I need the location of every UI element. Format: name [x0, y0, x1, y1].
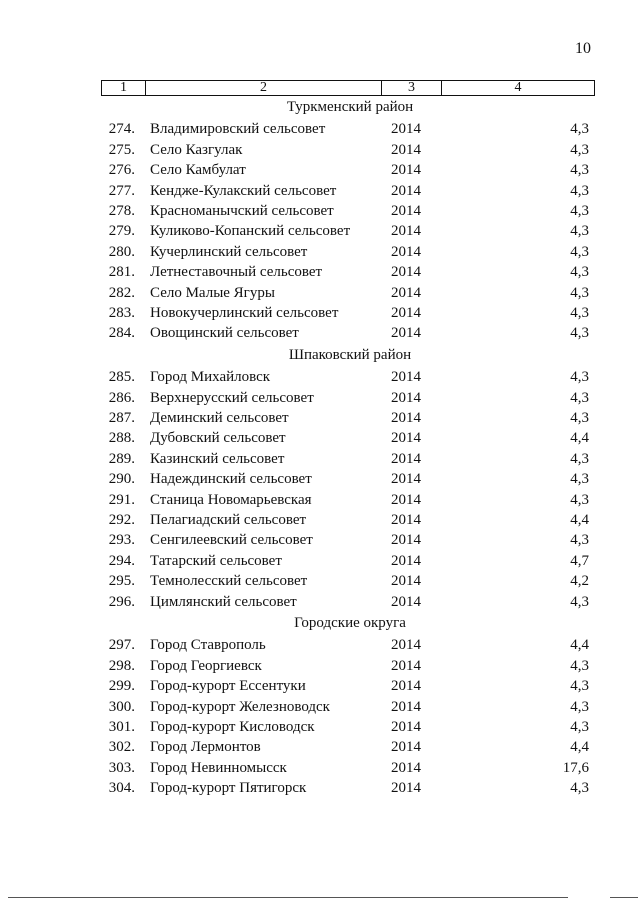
row-year: 2014	[391, 657, 421, 674]
row-year: 2014	[391, 698, 421, 715]
row-number: 290.	[108, 471, 135, 488]
table-row	[0, 469, 640, 489]
table-row	[0, 408, 640, 428]
table-row	[0, 717, 640, 737]
row-year: 2014	[391, 759, 421, 776]
row-value: 4,3	[570, 678, 589, 695]
row-name: Темнолесский сельсовет	[150, 573, 308, 590]
row-number: 298.	[108, 657, 135, 674]
row-number: 285.	[108, 369, 135, 386]
table-row	[0, 388, 640, 408]
header-col-3: 3	[381, 81, 441, 95]
row-value: 4,3	[570, 203, 589, 219]
section-title: Шпаковский район	[288, 346, 412, 363]
row-year: 2014	[391, 389, 421, 406]
row-name: Село Малые Ягуры	[150, 284, 275, 301]
row-value: 4,2	[570, 573, 589, 590]
row-year: 2014	[391, 532, 421, 549]
row-year: 2014	[391, 739, 421, 756]
row-name: Татарский сельсовет	[150, 552, 282, 569]
row-number: 283.	[108, 305, 135, 321]
table-row	[0, 530, 640, 550]
row-number: 276.	[108, 162, 135, 179]
row-value: 4,3	[570, 284, 589, 301]
row-value: 17,6	[562, 759, 589, 776]
row-value: 4,3	[570, 657, 589, 674]
table-row	[0, 283, 640, 303]
row-number: 294.	[108, 552, 135, 569]
row-number: 289.	[108, 450, 135, 467]
row-name: Деминский сельсовет	[150, 410, 289, 426]
row-year: 2014	[391, 430, 421, 447]
page-number: 10	[575, 40, 591, 57]
row-name: Дубовский сельсовет	[150, 430, 286, 447]
row-year: 2014	[391, 325, 421, 342]
footer-rule-right	[610, 897, 638, 898]
row-number: 282.	[108, 284, 135, 301]
row-number: 281.	[108, 264, 135, 281]
table-header	[101, 80, 595, 96]
table-row	[0, 635, 640, 655]
row-number: 278.	[108, 203, 135, 219]
row-name: Город Невинномысск	[150, 759, 287, 776]
row-name: Город-курорт Пятигорск	[150, 780, 307, 797]
row-value: 4,3	[570, 532, 589, 549]
row-value: 4,3	[570, 369, 589, 386]
row-number: 287.	[108, 410, 135, 426]
row-value: 4,4	[570, 637, 589, 654]
row-year: 2014	[391, 593, 421, 610]
row-year: 2014	[391, 162, 421, 179]
row-year: 2014	[391, 512, 421, 528]
row-name: Кендже-Кулакский сельсовет	[150, 182, 337, 199]
table-row	[0, 140, 640, 160]
row-name: Сенгилеевский сельсовет	[150, 532, 313, 549]
table-row	[0, 303, 640, 323]
row-year: 2014	[391, 182, 421, 199]
row-value: 4,3	[570, 780, 589, 797]
row-value: 4,3	[570, 141, 589, 158]
table-row	[0, 778, 640, 798]
table-row	[0, 592, 640, 612]
row-number: 304.	[108, 780, 135, 797]
table-row	[0, 737, 640, 757]
row-name: Город Ставрополь	[150, 637, 266, 654]
row-year: 2014	[391, 552, 421, 569]
row-year: 2014	[391, 471, 421, 488]
row-value: 4,4	[570, 512, 589, 528]
table-row	[0, 697, 640, 717]
row-number: 274.	[108, 121, 135, 138]
row-number: 280.	[108, 243, 135, 260]
row-name: Цимлянский сельсовет	[150, 593, 297, 610]
table-row	[0, 221, 640, 241]
row-number: 295.	[108, 573, 135, 590]
row-value: 4,3	[570, 162, 589, 179]
row-year: 2014	[391, 573, 421, 590]
row-value: 4,3	[570, 264, 589, 281]
row-name: Город-курорт Ессентуки	[150, 678, 306, 695]
row-value: 4,3	[570, 471, 589, 488]
table-row	[0, 323, 640, 343]
section-title: Туркменский район	[286, 99, 414, 115]
row-name: Город-курорт Железноводск	[150, 698, 330, 715]
table-row	[0, 262, 640, 282]
table-row	[0, 367, 640, 387]
row-value: 4,3	[570, 325, 589, 342]
row-year: 2014	[391, 369, 421, 386]
row-year: 2014	[391, 305, 421, 321]
row-year: 2014	[391, 243, 421, 260]
table-row	[0, 160, 640, 180]
table-row	[0, 510, 640, 530]
row-year: 2014	[391, 637, 421, 654]
row-value: 4,3	[570, 719, 589, 735]
row-value: 4,3	[570, 410, 589, 426]
row-name: Овощинский сельсовет	[150, 325, 299, 342]
row-number: 284.	[108, 325, 135, 342]
row-number: 297.	[108, 637, 135, 654]
section-title: Городские округа	[294, 615, 406, 631]
table-row	[0, 490, 640, 510]
row-number: 277.	[108, 182, 135, 199]
row-year: 2014	[391, 719, 421, 735]
row-year: 2014	[391, 141, 421, 158]
row-number: 303.	[108, 759, 135, 776]
row-value: 4,3	[570, 389, 589, 406]
row-number: 292.	[108, 512, 135, 528]
row-number: 301.	[108, 719, 135, 735]
row-name: Город Михайловск	[150, 369, 271, 386]
row-number: 286.	[108, 389, 135, 406]
row-number: 293.	[108, 532, 135, 549]
row-name: Надеждинский сельсовет	[150, 471, 312, 488]
table-row	[0, 449, 640, 469]
row-name: Город-курорт Кисловодск	[150, 719, 315, 735]
row-number: 299.	[108, 678, 135, 695]
row-value: 4,4	[570, 430, 589, 447]
row-year: 2014	[391, 780, 421, 797]
row-name: Казинский сельсовет	[150, 450, 285, 467]
row-value: 4,7	[570, 552, 589, 569]
row-name: Станица Новомарьевская	[150, 491, 312, 508]
row-name: Город Георгиевск	[150, 657, 262, 674]
row-number: 291.	[108, 491, 135, 508]
row-name: Кучерлинский сельсовет	[150, 243, 308, 260]
header-col-4: 4	[441, 81, 594, 95]
row-year: 2014	[391, 491, 421, 508]
row-value: 4,4	[570, 739, 589, 756]
row-number: 302.	[108, 739, 135, 756]
row-name: Летнеставочный сельсовет	[150, 264, 323, 281]
row-value: 4,3	[570, 698, 589, 715]
row-value: 4,3	[570, 223, 589, 240]
table-row	[0, 758, 640, 778]
row-year: 2014	[391, 203, 421, 219]
row-year: 2014	[391, 678, 421, 695]
row-year: 2014	[391, 284, 421, 301]
row-number: 288.	[108, 430, 135, 447]
table-row	[0, 201, 640, 221]
row-name: Красноманычский сельсовет	[150, 203, 334, 219]
table-row	[0, 551, 640, 571]
row-value: 4,3	[570, 182, 589, 199]
row-name: Куликово-Копанский сельсовет	[150, 223, 351, 240]
row-value: 4,3	[570, 121, 589, 138]
row-number: 300.	[108, 698, 135, 715]
row-year: 2014	[391, 264, 421, 281]
row-name: Село Казгулак	[150, 141, 243, 158]
row-name: Город Лермонтов	[150, 739, 261, 756]
table-row	[0, 428, 640, 448]
row-name: Село Камбулат	[150, 162, 246, 179]
header-col-1: 1	[120, 80, 127, 95]
row-year: 2014	[391, 410, 421, 426]
row-number: 279.	[108, 223, 135, 240]
table-row	[0, 676, 640, 696]
row-number: 296.	[108, 593, 135, 610]
row-number: 275.	[108, 141, 135, 158]
table-row	[0, 242, 640, 262]
row-year: 2014	[391, 450, 421, 467]
row-name: Новокучерлинский сельсовет	[150, 305, 339, 321]
row-year: 2014	[391, 223, 421, 240]
row-name: Владимировский сельсовет	[150, 121, 326, 138]
table-row	[0, 571, 640, 591]
row-value: 4,3	[570, 243, 589, 260]
table-row	[0, 656, 640, 676]
row-value: 4,3	[570, 450, 589, 467]
row-value: 4,3	[570, 305, 589, 321]
row-year: 2014	[391, 121, 421, 138]
row-value: 4,3	[570, 491, 589, 508]
table-row	[0, 181, 640, 201]
row-name: Пелагиадский сельсовет	[150, 512, 307, 528]
header-col-2: 2	[145, 81, 381, 95]
footer-rule-left	[8, 897, 568, 898]
row-name: Верхнерусский сельсовет	[150, 389, 314, 406]
table-row	[0, 119, 640, 139]
row-value: 4,3	[570, 593, 589, 610]
